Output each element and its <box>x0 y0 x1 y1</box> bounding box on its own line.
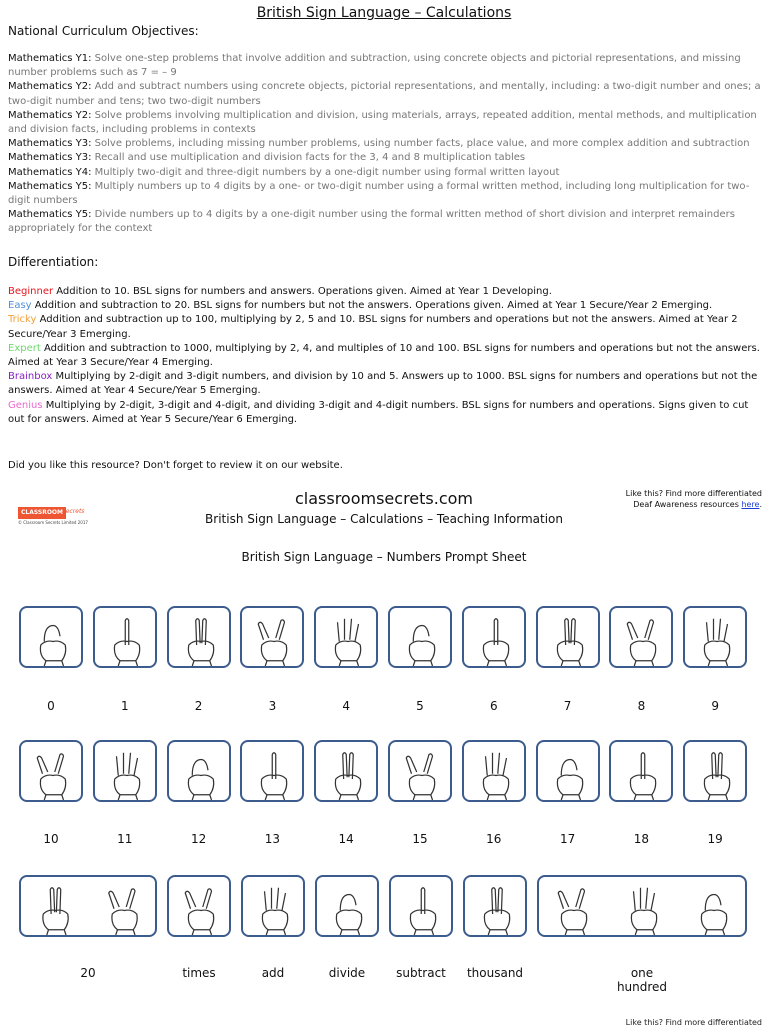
hand-sign-icon <box>613 610 673 666</box>
prompt-sheet-title: British Sign Language – Numbers Prompt Sheet <box>241 550 527 564</box>
objective-item: Mathematics Y5: Multiply numbers up to 4 digits by a one- or two-digit number using a formal written method, including long multiplication for two-digit numbers <box>8 180 750 207</box>
differentiation-item <box>8 370 763 398</box>
differentiation-heading: Differentiation: <box>8 255 99 269</box>
sign-label: subtract <box>396 966 446 980</box>
sign-card <box>536 740 600 802</box>
more-end: . <box>759 500 762 509</box>
sign-label: times <box>182 966 216 980</box>
sign-card <box>167 606 231 668</box>
hand-sign-icon <box>171 744 231 800</box>
objective-label: Mathematics Y5 <box>8 209 89 221</box>
sign-card <box>537 875 747 937</box>
differentiation-item <box>8 313 763 341</box>
level-label: Brainbox <box>8 371 53 383</box>
sign-card <box>683 606 747 668</box>
sign-label: 4 <box>342 699 350 713</box>
sign-label: 2 <box>194 699 203 713</box>
level-description: Addition and subtraction up to 100, multiplying by 2, 5 and 10. BSL signs for numbers and operations but not the answers. Aimed at Year 2 Secure/Year 3 Emerging. <box>8 314 738 340</box>
sign-card <box>683 740 747 802</box>
sign-card <box>19 606 83 668</box>
sign-card <box>167 875 231 937</box>
logo-tail: Secrets <box>62 508 85 515</box>
sign-card <box>609 740 673 802</box>
sign-card <box>463 875 527 937</box>
sign-label: 18 <box>633 832 650 846</box>
objectives-list <box>8 52 763 237</box>
sign-card <box>388 740 452 802</box>
level-label: Genius <box>8 399 43 411</box>
hand-sign-icon <box>97 610 157 666</box>
level-label: Tricky <box>8 314 37 326</box>
objective-label: Mathematics Y3 <box>8 138 89 150</box>
hand-sign-icon <box>681 879 747 935</box>
more-line-2: Deaf Awareness resources <box>633 500 739 509</box>
objective-label: Mathematics Y3 <box>8 152 89 164</box>
sign-label: 11 <box>117 832 133 846</box>
objective-label: Mathematics Y1 <box>8 53 89 64</box>
objective-label: Mathematics Y2 <box>8 109 89 121</box>
sign-card <box>462 606 526 668</box>
level-label: Expert <box>8 342 41 354</box>
sign-label: 3 <box>268 699 277 713</box>
sign-card <box>389 875 453 937</box>
objective-item: Mathematics Y1: Solve one-step problems that involve addition and subtraction, using concrete objects and pictorial representations, and missing number problems such as 7 = – 9 <box>8 53 741 79</box>
level-label: Beginner <box>8 286 54 297</box>
objective-text: Recall and use multiplication and division facts for the 3, 4 and 8 multiplication tables <box>94 152 526 164</box>
level-description: Addition and subtraction to 20. BSL signs for numbers but not the answers. Operations given. Aimed at Year 1 Secure/Year 2 Emerging. <box>34 300 713 312</box>
objective-text: Solve problems, including missing number problems, using number facts, place value, and more complex addition and subtraction <box>94 138 750 150</box>
review-prompt: Did you like this resource? Don't forget to review it on our website. <box>8 460 343 471</box>
differentiation-item <box>8 285 763 299</box>
hand-sign-icon <box>392 610 452 666</box>
hand-sign-icon <box>540 610 600 666</box>
objective-text: Add and subtract numbers using concrete objects, pictorial representations, and mentally, including: a two-digit number and ones; a two-digit number and tens; two two-digit numbers <box>8 81 761 107</box>
objective-item: Mathematics Y3: Recall and use multiplication and division facts for the 3, 4 and 8 multiplication tables <box>8 152 526 164</box>
hand-sign-icon <box>319 879 379 935</box>
sign-label: 15 <box>412 832 428 846</box>
sign-label: 12 <box>190 832 207 846</box>
footer-note: Like this? Find more differentiated <box>625 1018 762 1027</box>
sign-card <box>314 606 378 668</box>
objective-item: Mathematics Y3: Solve problems, including missing number problems, using number facts, place value, and more complex addition and subtraction <box>8 138 750 150</box>
sign-card <box>240 606 304 668</box>
sign-label: 13 <box>264 832 281 846</box>
objective-label: Mathematics Y4 <box>8 166 89 178</box>
sign-card <box>93 740 157 802</box>
differentiation-item <box>8 342 763 370</box>
hand-sign-icon <box>541 879 607 935</box>
hand-sign-icon <box>466 610 526 666</box>
sign-card <box>388 606 452 668</box>
hand-sign-icon <box>97 744 157 800</box>
sign-label: 17 <box>559 832 576 846</box>
sign-card <box>241 875 305 937</box>
sign-label: divide <box>328 966 366 980</box>
sign-card <box>93 606 157 668</box>
hand-sign-icon <box>540 744 600 800</box>
logo-brand: CLASSROOM <box>18 507 66 519</box>
sign-label: 16 <box>486 832 502 846</box>
level-description: Multiplying by 2-digit, 3-digit and 4-digit, and dividing 3-digit and 4-digit numbers. BSL signs for numbers and operations. Signs given to cut out for answers. Aimed at Year 5 Secure/Year 6 Emerging. <box>8 399 749 425</box>
hand-sign-icon <box>613 744 673 800</box>
objective-text: Solve problems involving multiplication and division, using materials, arrays, repeated addition, mental methods, and multiplication and division facts, including problems in contexts <box>8 109 757 136</box>
sign-label: thousand <box>466 966 524 980</box>
objective-text: Multiply two-digit and three-digit numbers by a one-digit number using formal written layout <box>94 166 560 178</box>
hand-sign-icon <box>23 879 88 935</box>
logo-copyright: © Classroom Secrets Limited 2017 <box>18 520 88 525</box>
hand-sign-icon <box>244 744 304 800</box>
hand-sign-icon <box>393 879 453 935</box>
sign-label: 1 <box>120 699 129 713</box>
sign-label: 7 <box>563 699 572 713</box>
sign-label: 8 <box>637 699 646 713</box>
hand-sign-icon <box>23 610 83 666</box>
hand-sign-icon <box>318 610 378 666</box>
sign-card <box>536 606 600 668</box>
hand-sign-icon <box>171 610 231 666</box>
hand-sign-icon <box>466 744 526 800</box>
sign-card <box>315 875 379 937</box>
hand-sign-icon <box>171 879 231 935</box>
sign-label: 10 <box>43 832 59 846</box>
sign-card <box>19 740 83 802</box>
hand-sign-icon <box>687 744 747 800</box>
objective-item: Mathematics Y2: Add and subtract numbers using concrete objects, pictorial representations, and mentally, including: a two-digit number and ones; a two-digit number and tens; two two-digit numbers <box>8 81 761 107</box>
hand-sign-icon <box>687 610 747 666</box>
objective-text: Multiply numbers up to 4 digits by a one- or two-digit number using a formal written method, including long multiplication for two-digit numbers <box>8 180 750 207</box>
sign-card <box>240 740 304 802</box>
subtitle: British Sign Language – Calculations – Teaching Information <box>205 512 563 526</box>
site-name: classroomsecrets.com <box>294 489 474 508</box>
objective-text: Solve one-step problems that involve addition and subtraction, using concrete objects and pictorial representations, and missing number problems such as 7 = – 9 <box>8 53 741 79</box>
sign-card <box>19 875 157 937</box>
differentiation-item <box>8 399 763 427</box>
sign-label: 9 <box>711 699 719 713</box>
objective-item: Mathematics Y5: Divide numbers up to 4 digits by a one-digit number using the formal written method of short division and interpret remainders appropriately for the context <box>8 209 735 235</box>
hand-sign-icon <box>318 744 378 800</box>
sign-card <box>609 606 673 668</box>
sign-card <box>314 740 378 802</box>
more-resources-link[interactable]: here <box>741 500 760 509</box>
objective-item: Mathematics Y2: Solve problems involving multiplication and division, using materials, arrays, repeated addition, mental methods, and multiplication and division facts, including problems in contexts <box>8 109 757 136</box>
level-description: Addition and subtraction to 1000, multiplying by 2, 4, and multiples of 10 and 100. BSL signs for numbers and operations but not the answers. Aimed at Year 3 Secure/Year 4 Emerging. <box>8 342 760 369</box>
hand-sign-icon <box>611 879 677 935</box>
objectives-heading: National Curriculum Objectives: <box>8 24 199 38</box>
objective-label: Mathematics Y5 <box>8 180 89 192</box>
sign-card <box>462 740 526 802</box>
sign-label: 20 <box>80 966 96 980</box>
differentiation-item <box>8 299 763 313</box>
objective-label: Mathematics Y2 <box>8 81 89 93</box>
more-resources <box>592 488 762 510</box>
hand-sign-icon <box>244 610 304 666</box>
hand-sign-icon <box>92 879 157 935</box>
level-description: Addition to 10. BSL signs for numbers and answers. Operations given. Aimed at Year 1 Developing. <box>56 286 552 297</box>
page-title: British Sign Language – Calculations <box>256 5 512 21</box>
hand-sign-icon <box>392 744 452 800</box>
sign-label: add <box>261 966 285 980</box>
sign-label: 14 <box>338 832 354 846</box>
differentiation-list <box>8 285 763 427</box>
hand-sign-icon <box>23 744 83 800</box>
more-line-1: Like this? Find more differentiated <box>625 489 762 498</box>
sign-label: 0 <box>47 699 55 713</box>
sign-card <box>167 740 231 802</box>
hand-sign-icon <box>245 879 305 935</box>
sign-label: one hundred <box>616 966 668 994</box>
sign-label: 19 <box>707 832 723 846</box>
hand-sign-icon <box>467 879 527 935</box>
objective-text: Divide numbers up to 4 digits by a one-digit number using the formal written method of short division and interpret remainders appropriately for the context <box>8 209 735 235</box>
objective-item: Mathematics Y4: Multiply two-digit and three-digit numbers by a one-digit number using formal written layout <box>8 166 560 178</box>
level-description: Multiplying by 2-digit and 3-digit numbers, and division by 10 and 5. Answers up to 1000. BSL signs for numbers and operations but not the answers. Aimed at Year 4 Secure/Year 5 Emerging. <box>8 371 758 397</box>
sign-label: 5 <box>416 699 424 713</box>
sign-label: 6 <box>489 699 498 713</box>
level-label: Easy <box>8 300 32 312</box>
